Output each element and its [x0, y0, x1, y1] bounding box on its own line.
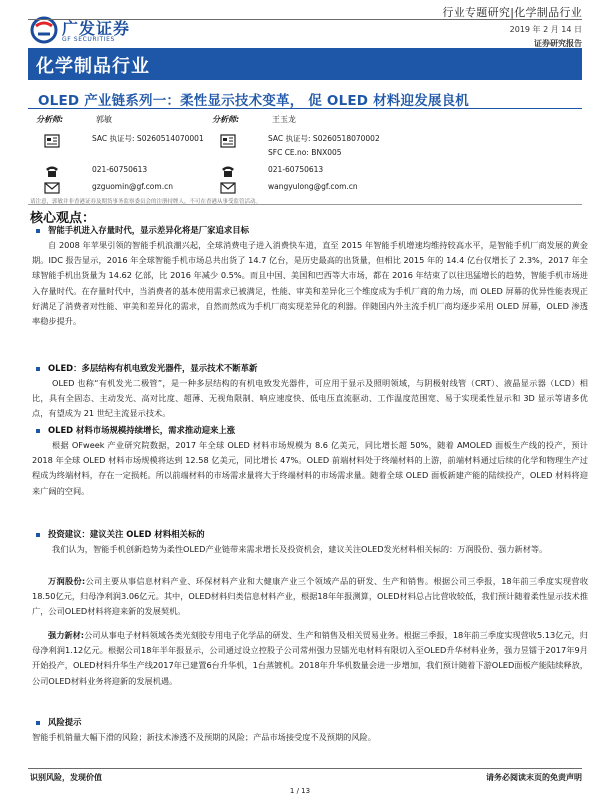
analyst-email[interactable]: gzguomin@gf.com.cn [92, 182, 173, 191]
header-rule [28, 19, 582, 20]
analyst-phone: 021-60750613 [268, 165, 324, 174]
company-text: 公司从事电子材料领域各类光刻胶专用电子化学品的研发、生产和销售及相关贸易业务。根据三季报，18年前三季度实现营收5.13亿元，归母净利润1.12亿元。根据公司18年半年报显示，公司通过设立控股子公司常州强力昱镭光电材料有限切入至OLED升华材料业务，强力昱镭于2017年9月开始投产，OLED材料升华生产线2017年已建置6台升华机，1台蒸镀机。2018年升华机数量会进一步增加，我们预计随着下游OLED面板产能陆续释放，公司OLED材料业务将迎新的发展机遇。 [32, 630, 588, 686]
section-heading-text: 投资建议：建议关注 OLED 材料相关标的 [48, 529, 205, 539]
report-type: 证券研究报告 [534, 39, 582, 48]
mail-icon [220, 181, 236, 195]
bullet-square-icon [36, 429, 40, 433]
analyst-phone: 021-60750613 [92, 165, 148, 174]
industry-banner [28, 48, 582, 80]
analyst-disclaimer: 请注意，郭敏并非香港证券及期货事务监察委员会的注册持牌人，不可在香港从事受监管活动。 [30, 199, 262, 205]
company-text: 公司主要从事信息材料产业、环保材料产业和大健康产业三个领域产品的研发、生产和销售。根据公司三季报，18年前三季度实现营收18.50亿元，归母净利润3.06亿元。其中，OLED材料归类信息材料产业，根据18年年报测算，OLED材料总占比营收较低，我们预计随着柔性显示技术推广，公司OLED材料将迎来新的发展契机。 [32, 576, 589, 617]
title-rule [28, 108, 582, 109]
analyst-sac: SAC 执证号: S0260518070002 [268, 134, 380, 143]
section-rule [28, 204, 582, 205]
section-paragraph: OLED 也称“有机发光二极管”，是一种多层结构的有机电致发光器件，可应用于显示及照明领域，与阴极射线管（CRT）、液晶显示器（LCD）相比，具有全固态、主动发光、高对比度、超薄、无视角限制、响应速度快、低电压直流驱动、工作温度范围宽、易于实现柔性显示和 3D 显示等诸多优点，有望成为 21 世纪主流显示技术。 [32, 378, 588, 419]
section-paragraph: 根据 OFweek 产业研究院数据，2017 年全球 OLED 材料市场规模为 8.6 亿美元，同比增长超 50%，随着 AMOLED 面板生产线的投产，预计 2018 年全球 OLED 材料市场规模将达到 12.58 亿美元，同比增长 47%。OLED 前端材料处于终端材料的上游，前端材料通过后续的化学和物理生产过程成为终端材料，存在一定损耗。所以前端材料的市场需求量将大于终端材料的市场需求量。随着全球 OLED 面板新建产能的陆续投产，OLED 材料将迎来广阔的空间。 [32, 440, 588, 496]
header-info [442, 4, 582, 49]
company-name: 强力新材: [48, 630, 85, 640]
company-paragraph [32, 628, 588, 689]
core-views-heading: 核心观点： [30, 211, 96, 226]
logo-en: GF SECURITIES [62, 36, 115, 43]
footer-disclaimer: 请务必阅读末页的免责声明 [486, 773, 582, 782]
section-heading [36, 224, 249, 236]
phone-icon [220, 164, 236, 178]
analyst-role: 分析师: [212, 115, 240, 124]
analyst-name: 王玉龙 [272, 115, 296, 124]
section-heading [36, 362, 257, 374]
section-heading [36, 716, 82, 728]
report-date: 2019 年 2 月 14 日 [509, 25, 582, 34]
analyst-sfc: SFC CE.no: BNX005 [268, 148, 342, 157]
logo-mark-icon [30, 16, 58, 44]
id-card-icon [44, 134, 60, 148]
mail-icon [44, 181, 60, 195]
bullet-square-icon [36, 533, 40, 537]
report-title: OLED 产业链系列一：柔性显示技术变革， 促 OLED 材料迎发展良机 [38, 93, 470, 109]
analyst-email[interactable]: wangyulong@gf.com.cn [268, 182, 358, 191]
section-paragraph: 我们认为，智能手机创新趋势为柔性OLED产业链带来需求增长及投资机会，建议关注OLED发光材料相关标的：万润股份、强力新材等。 [52, 544, 548, 554]
risk-paragraph: 智能手机销量大幅下滑的风险；新技术渗透不及预期的风险；产品市场接受度不及预期的风险。 [32, 732, 376, 742]
bullet-square-icon [36, 229, 40, 233]
analyst-sac: SAC 执证号: S0260514070001 [92, 134, 204, 143]
id-card-icon [220, 134, 236, 148]
section-heading [36, 528, 205, 540]
banner-title: 化学制品行业 [36, 56, 150, 77]
footer-rule [28, 768, 582, 769]
header-category: 行业专题研究|化学制品行业 [442, 6, 582, 19]
page-number: 1 / 13 [289, 787, 311, 795]
footer-slogan: 识别风险，发现价值 [30, 773, 102, 782]
analyst-name: 郭敏 [96, 115, 112, 124]
section-heading-text: 智能手机进入存量时代，显示差异化将是厂家追求目标 [48, 225, 249, 235]
section-heading-text: OLED 材料市场规模持续增长，需求推动迎来上涨 [48, 425, 236, 435]
logo-cn: 广发证券 [62, 19, 131, 38]
phone-icon [44, 164, 60, 178]
section-paragraph: 自 2008 年苹果引领的智能手机浪潮兴起，全球消费电子进入消费快车道，直至 2015 年智能手机增速均维持较高水平，是智能手机厂商发展的黄金期。IDC 报告显示，2016 年全球智能手机市场总共出货了 14.7 亿台，是历史最高的出货量，但相比 2015 年的 14.4 亿台仅增长了 2.3%，2017 年全球智能手机出货量为 14.62 亿部，比 2016 年减少 0.5%。而且中国、美国和巴西等大市场，都在 2016 年结束了以往迅猛增长的趋势，智能手机市场进入存量时代。在存量时代中，当消费者的基本使用需求已被满足，性能、审美和差异化三个维度成为手机厂商的角力场，而 OLED 屏幕的优异性能表现正好满足了消费者对性能、审美和差异化的需求，自然而然成为手机厂商实现差异化的利器。伴随国内外主流手机厂商均逐步采用 OLED 屏幕，OLED 渗透率稳步提升。 [32, 240, 588, 327]
section-heading [36, 424, 235, 436]
section-heading-text: OLED：多层结构有机电致发光器件，显示技术不断革新 [48, 363, 258, 373]
bullet-square-icon [36, 721, 40, 725]
company-paragraph [32, 574, 588, 620]
company-name: 万润股份: [48, 576, 86, 586]
analyst-role: 分析师: [36, 115, 64, 124]
bullet-square-icon [36, 367, 40, 371]
section-heading-text: 风险提示 [48, 717, 82, 727]
